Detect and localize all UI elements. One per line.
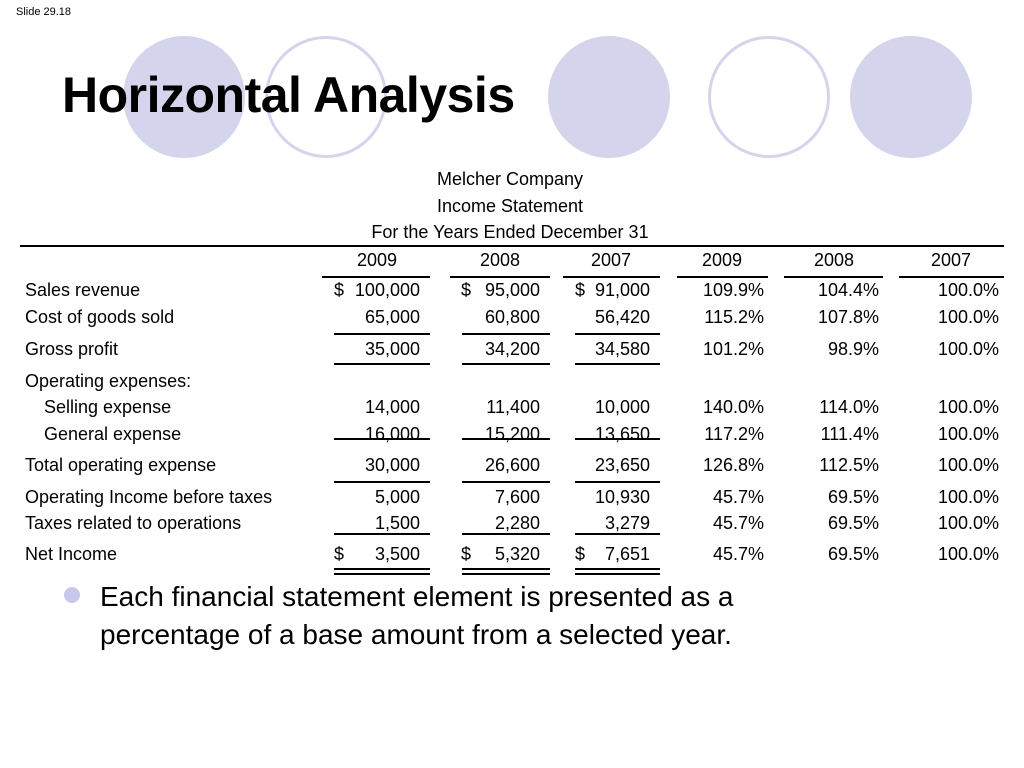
amount-cell: 60,800 xyxy=(484,307,540,327)
percent-cell: 45.7% xyxy=(712,544,764,564)
amount-cell: 7,651 xyxy=(604,544,650,564)
amount-cell: 3,500 xyxy=(374,544,420,564)
year-header: 2008 xyxy=(813,250,855,270)
double-underline xyxy=(462,568,550,575)
percent-cell: 115.2% xyxy=(704,307,764,327)
decor-circle xyxy=(548,36,670,158)
percent-cell: 69.5% xyxy=(827,513,879,533)
amount-cell: 30,000 xyxy=(364,455,420,475)
double-underline xyxy=(334,568,430,575)
row-label: Taxes related to operations xyxy=(25,513,242,533)
percent-cell: 69.5% xyxy=(827,544,879,564)
subtotal-underline xyxy=(462,481,550,483)
percent-cell: 112.5% xyxy=(819,455,879,475)
percent-cell: 100.0% xyxy=(937,424,999,444)
total-underline xyxy=(575,533,660,535)
row-label: Selling expense xyxy=(44,397,172,417)
row-label: General expense xyxy=(44,424,182,444)
percent-cell: 69.5% xyxy=(827,487,879,507)
currency-symbol: $ xyxy=(575,544,586,564)
amount-cell: 15,200 xyxy=(484,424,540,444)
decor-circle xyxy=(850,36,972,158)
percent-cell: 111.4% xyxy=(820,424,879,444)
amount-cell: 35,000 xyxy=(364,339,420,359)
row-label: Sales revenue xyxy=(25,280,141,300)
total-underline xyxy=(334,438,430,440)
row-label: Cost of goods sold xyxy=(25,307,175,327)
amount-cell: 7,600 xyxy=(494,487,540,507)
currency-symbol: $ xyxy=(334,544,345,564)
percent-cell: 100.0% xyxy=(937,487,999,507)
percent-cell: 100.0% xyxy=(937,397,999,417)
statement-period: For the Years Ended December 31 xyxy=(371,222,649,242)
slide-number: Slide 29.18 xyxy=(16,6,72,18)
percent-cell: 100.0% xyxy=(937,544,999,564)
amount-cell: 65,000 xyxy=(364,307,420,327)
amount-cell: 95,000 xyxy=(484,280,540,300)
row-label: Operating expenses: xyxy=(25,371,192,391)
amount-cell: 2,280 xyxy=(494,513,540,533)
year-header: 2009 xyxy=(701,250,743,270)
percent-cell: 100.0% xyxy=(937,513,999,533)
double-underline xyxy=(575,568,660,575)
amount-cell: 16,000 xyxy=(364,424,420,444)
amount-cell: 11,400 xyxy=(486,397,540,417)
total-underline xyxy=(334,533,430,535)
amount-cell: 10,000 xyxy=(594,397,650,417)
year-header: 2009 xyxy=(356,250,398,270)
percent-cell: 100.0% xyxy=(937,280,999,300)
subtotal-underline xyxy=(334,481,430,483)
row-label: Gross profit xyxy=(25,339,119,359)
row-label: Net Income xyxy=(25,544,118,564)
percent-cell: 45.7% xyxy=(712,487,764,507)
percent-cell: 101.2% xyxy=(702,339,764,359)
amount-cell: 5,000 xyxy=(374,487,420,507)
statement-name: Income Statement xyxy=(436,196,584,216)
header-underline xyxy=(784,276,883,278)
total-underline xyxy=(334,333,430,335)
percent-cell: 100.0% xyxy=(937,339,999,359)
header-underline xyxy=(899,276,1004,278)
year-header: 2007 xyxy=(590,250,632,270)
percent-cell: 45.7% xyxy=(712,513,764,533)
bullet-icon xyxy=(64,587,80,603)
bullet-text: Each financial statement element is presented as a percentage of a base amount from a selected year. xyxy=(100,581,734,650)
percent-cell: 114.0% xyxy=(819,397,879,417)
total-underline xyxy=(575,438,660,440)
header-underline xyxy=(563,276,660,278)
header-underline xyxy=(450,276,550,278)
subtotal-underline xyxy=(462,363,550,365)
currency-symbol: $ xyxy=(334,280,345,300)
row-label: Total operating expense xyxy=(25,455,217,475)
percent-cell: 107.8% xyxy=(817,307,879,327)
amount-cell: 23,650 xyxy=(594,455,650,475)
currency-symbol: $ xyxy=(461,280,472,300)
header-underline xyxy=(322,276,430,278)
amount-cell: 26,600 xyxy=(484,455,540,475)
row-label: Operating Income before taxes xyxy=(25,487,273,507)
amount-cell: 10,930 xyxy=(594,487,650,507)
currency-symbol: $ xyxy=(575,280,586,300)
year-header: 2007 xyxy=(930,250,972,270)
amount-cell: 1,500 xyxy=(374,513,420,533)
amount-cell: 91,000 xyxy=(594,280,650,300)
amount-cell: 34,580 xyxy=(594,339,650,359)
total-underline xyxy=(462,438,550,440)
percent-cell: 98.9% xyxy=(827,339,879,359)
amount-cell: 100,000 xyxy=(354,280,420,300)
subtotal-underline xyxy=(575,363,660,365)
table-top-rule xyxy=(20,245,1004,247)
subtotal-underline xyxy=(575,481,660,483)
amount-cell: 56,420 xyxy=(594,307,650,327)
total-underline xyxy=(575,333,660,335)
amount-cell: 3,279 xyxy=(604,513,650,533)
decor-circle xyxy=(708,36,830,158)
slide-title: Horizontal Analysis xyxy=(62,67,515,123)
statement-company: Melcher Company xyxy=(436,169,584,189)
amount-cell: 13,650 xyxy=(594,424,650,444)
amount-cell: 14,000 xyxy=(364,397,420,417)
total-underline xyxy=(462,333,550,335)
header-underline xyxy=(677,276,768,278)
percent-cell: 109.9% xyxy=(702,280,764,300)
year-header: 2008 xyxy=(479,250,521,270)
subtotal-underline xyxy=(334,363,430,365)
percent-cell: 117.2% xyxy=(704,424,764,444)
percent-cell: 126.8% xyxy=(702,455,764,475)
percent-cell: 100.0% xyxy=(937,307,999,327)
currency-symbol: $ xyxy=(461,544,472,564)
percent-cell: 104.4% xyxy=(817,280,879,300)
percent-cell: 100.0% xyxy=(937,455,999,475)
amount-cell: 5,320 xyxy=(494,544,540,564)
percent-cell: 140.0% xyxy=(702,397,764,417)
amount-cell: 34,200 xyxy=(484,339,540,359)
total-underline xyxy=(462,533,550,535)
